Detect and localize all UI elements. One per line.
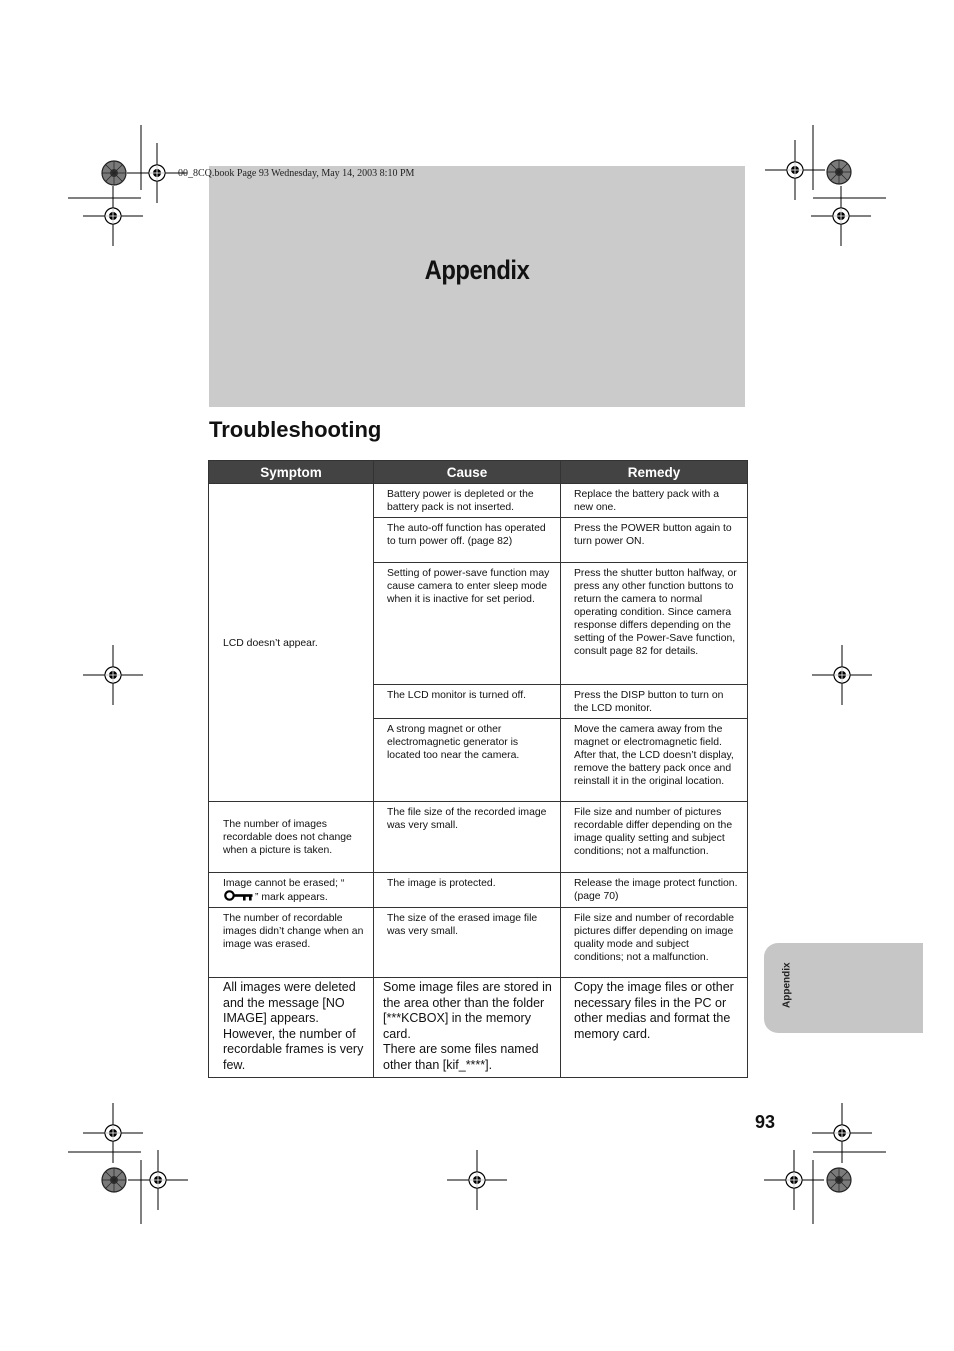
column-header-cause: Cause bbox=[374, 461, 561, 484]
header-band bbox=[209, 166, 745, 407]
cause-cell: The LCD monitor is turned off. bbox=[374, 685, 561, 719]
remedy-cell: Copy the image files or other necessary files in the PC or other medias and format the memory card. bbox=[561, 978, 748, 1078]
remedy-cell: Press the POWER button again to turn power ON. bbox=[561, 518, 748, 563]
troubleshooting-table bbox=[208, 460, 748, 1078]
symptom-cell: All images were deleted and the message [NO IMAGE] appears. However, the number of recordable frames is very few. bbox=[209, 978, 374, 1078]
remedy-cell: Replace the battery pack with a new one. bbox=[561, 484, 748, 518]
remedy-cell: File size and number of pictures recordable differ depending on the image quality setting and subject conditions; not a malfunction. bbox=[561, 802, 748, 873]
cause-cell: The file size of the recorded image was very small. bbox=[374, 802, 561, 873]
table-header-row bbox=[209, 461, 748, 484]
section-title: Troubleshooting bbox=[209, 417, 382, 442]
column-header-remedy: Remedy bbox=[561, 461, 748, 484]
remedy-cell: File size and number of recordable pictures differ depending on image quality mode and subject conditions; not a malfunction. bbox=[561, 908, 748, 978]
table-row bbox=[209, 484, 748, 518]
side-tab-label: Appendix bbox=[781, 962, 793, 1008]
key-icon bbox=[224, 890, 254, 901]
symptom-cell bbox=[209, 873, 374, 908]
remedy-cell: Release the image protect function. (page 70) bbox=[561, 873, 748, 908]
table-row bbox=[209, 873, 748, 908]
cause-text-extra: There are some files named other than [kif_****]. bbox=[383, 1042, 539, 1072]
symptom-cell: The number of images recordable does not change when a picture is taken. bbox=[209, 802, 374, 873]
cause-text: Some image files are stored in the area other than the folder [***KCBOX] in the memory card. bbox=[383, 980, 552, 1041]
symptom-cell: LCD doesn’t appear. bbox=[209, 484, 374, 802]
table-row bbox=[209, 802, 748, 873]
cause-cell bbox=[374, 978, 561, 1078]
cause-cell: The image is protected. bbox=[374, 873, 561, 908]
remedy-cell: Press the DISP button to turn on the LCD monitor. bbox=[561, 685, 748, 719]
remedy-cell: Move the camera away from the magnet or electromagnetic field. After that, the LCD doesn’t display, remove the battery pack once and reinstall it in the original location. bbox=[561, 719, 748, 802]
symptom-text-before: Image cannot be erased; “ bbox=[223, 878, 345, 889]
cause-cell: The auto-off function has operated to turn power off. (page 82) bbox=[374, 518, 561, 563]
cause-cell: A strong magnet or other electromagnetic generator is located too near the camera. bbox=[374, 719, 561, 802]
cause-cell: Battery power is depleted or the battery pack is not inserted. bbox=[374, 484, 561, 518]
page-number: 93 bbox=[755, 1112, 776, 1132]
table-row bbox=[209, 908, 748, 978]
symptom-text-after: ” mark appears. bbox=[255, 892, 328, 903]
column-header-symptom: Symptom bbox=[209, 461, 374, 484]
book-info: 00_8CQ.book Page 93 Wednesday, May 14, 2003 8:10 PM bbox=[178, 168, 415, 179]
table-row bbox=[209, 978, 748, 1078]
remedy-cell: Press the shutter button halfway, or press any other function buttons to return the camera to normal operating condition. Since camera response differs depending on the setting of the Power-Save function, consult page 82 for details. bbox=[561, 563, 748, 685]
cause-cell: Setting of power-save function may cause camera to enter sleep mode when it is inactive for set period. bbox=[374, 563, 561, 685]
cause-cell: The size of the erased image file was very small. bbox=[374, 908, 561, 978]
symptom-cell: The number of recordable images didn’t change when an image was erased. bbox=[209, 908, 374, 978]
page-title: Appendix bbox=[424, 255, 530, 285]
